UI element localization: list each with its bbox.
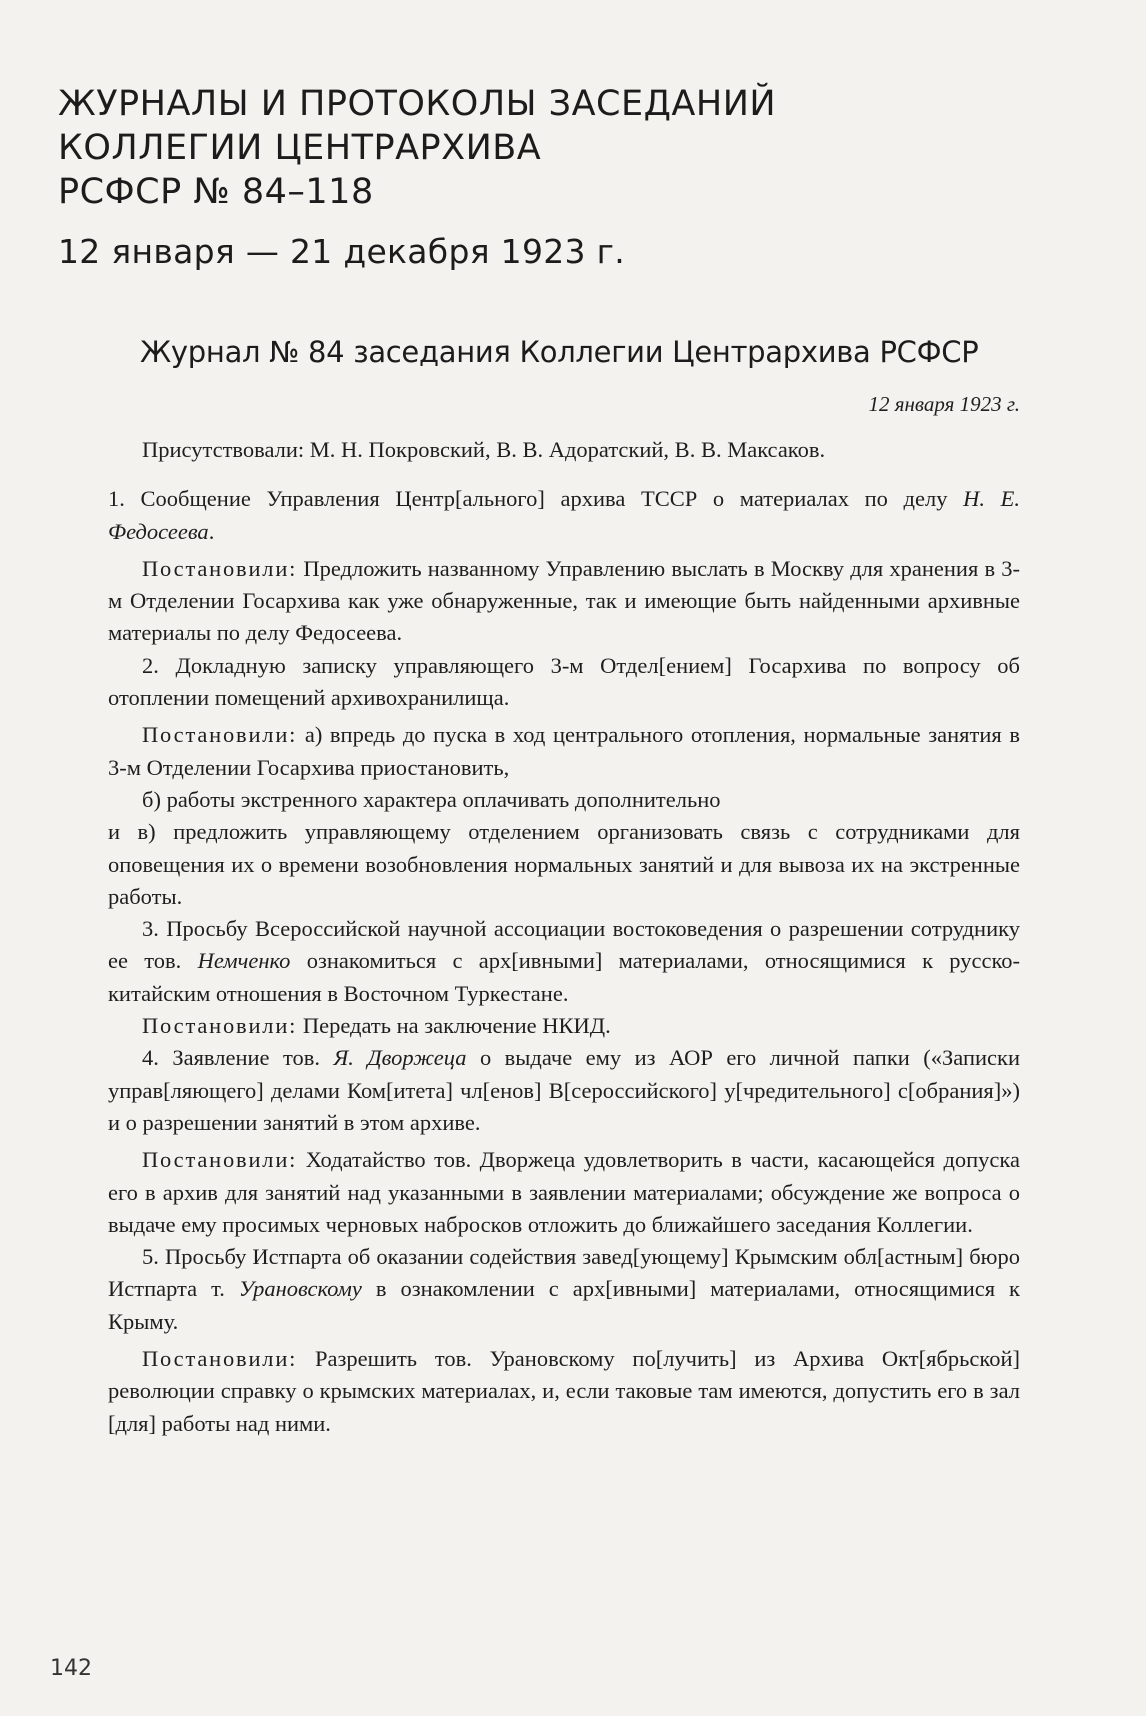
chapter-title-line: РСФСР № 84–118 (58, 172, 374, 212)
person-name: Немченко (197, 948, 291, 974)
attendees: Присутствовали: М. Н. Покровский, В. В. Адоратский, В. В. Максаков. (142, 437, 826, 462)
item-text: в ознакомлении с арх[ивными] материалами, относящимися к Крыму. (108, 1276, 1020, 1334)
page-number: 142 (50, 1656, 92, 1681)
person-name: Я. Дворжеца (333, 1045, 467, 1071)
item-text: 1. Сообщение Управления Центр[ального] архива ТССР о материалах по делу (108, 486, 964, 512)
chapter-title-line: КОЛЛЕГИИ ЦЕНТРАРХИВА (58, 128, 542, 168)
resolution-2 (108, 719, 1020, 784)
resolution-1 (108, 553, 1020, 650)
resolution-2-sub-c: и в) предложить управляющему отделением организовать связь с сотрудниками для оповещения их о времени возобновления нормальных занятий и для вывоза их на экстренные работы. (108, 819, 1020, 909)
agenda-item-1 (108, 483, 1020, 548)
item-text: 3. Просьбу Всероссийской научной ассоциации востоковедения о разрешении сотруднику ее тов. (108, 916, 1020, 974)
person-name: Урановскому (238, 1276, 362, 1302)
resolution-5 (108, 1343, 1020, 1440)
journal-date: 12 января 1923 г. (868, 392, 1020, 416)
resolution-text: а) впредь до пуска в ход центрального отопления, нормальные занятия в 3-м Отделении Госархива приостановить, (108, 722, 1020, 780)
resolution-label: Постановили: (142, 555, 298, 581)
journal-title: Журнал № 84 заседания Коллегии Центрархива РСФСР (140, 335, 979, 369)
chapter-title (58, 82, 818, 214)
person-name: Н. Е. Федосеева (108, 486, 1020, 544)
resolution-3 (108, 1010, 1020, 1042)
item-text: 4. Заявление тов. (142, 1045, 334, 1071)
resolution-text: Ходатайство тов. Дворжеца удовлетворить в части, касающейся допуска его в архив для занятий над указанными в заявлении материалами; обсуждение же вопроса о выдаче ему просимых черновых набросков отложить до ближайшего заседания Коллегии. (108, 1147, 1020, 1237)
item-text: . (208, 518, 215, 544)
chapter-title-line: ЖУРНАЛЫ И ПРОТОКОЛЫ ЗАСЕДАНИЙ (58, 84, 777, 124)
agenda-item-3 (108, 913, 1020, 1010)
item-text: о выдаче ему из АОР его личной папки («Записки управ[ляющего] делами Ком[итета] чл[енов] В[сероссийского] у[чредительного] с[обрания]») и о разрешении занятий в этом архиве. (108, 1045, 1020, 1135)
journal-body (108, 434, 1020, 1440)
agenda-item-2: 2. Докладную записку управляющего 3-м Отдел[ением] Госархива по вопросу об отоплении помещений архивохранилища. (108, 652, 1020, 711)
resolution-label: Постановили: (142, 1346, 298, 1372)
resolution-label: Постановили: (142, 1147, 298, 1173)
agenda-item-5 (108, 1241, 1020, 1338)
resolution-2-sub-b: б) работы экстренного характера оплачивать дополнительно (142, 786, 721, 812)
chapter-dates: 12 января — 21 декабря 1923 г. (58, 232, 626, 271)
resolution-text: Передать на заключение НКИД. (297, 1013, 611, 1039)
resolution-text: Предложить названному Управлению выслать в Москву для хранения в 3-м Отделении Госархива как уже обнаруженные, так и имеющие быть найденными архивные материалы по делу Федосеева. (108, 555, 1020, 646)
item-text: ознакомиться с арх[ивными] материалами, относящимися к русско-китайским отношения в Восточном Туркестане. (108, 948, 1020, 1006)
resolution-4 (108, 1144, 1020, 1241)
resolution-label: Постановили: (142, 1013, 298, 1039)
item-text: 5. Просьбу Истпарта об оказании содействия завед[ующему] Крымским обл[астным] бюро Истпарта т. (108, 1244, 1020, 1302)
agenda-item-4 (108, 1042, 1020, 1139)
resolution-label: Постановили: (142, 722, 298, 748)
resolution-text: Разрешить тов. Урановскому по[лучить] из Архива Окт[ябрьской] революции справку о крымских материалах, и, если таковые там имеются, допустить его в зал [для] работы над ними. (108, 1346, 1020, 1436)
